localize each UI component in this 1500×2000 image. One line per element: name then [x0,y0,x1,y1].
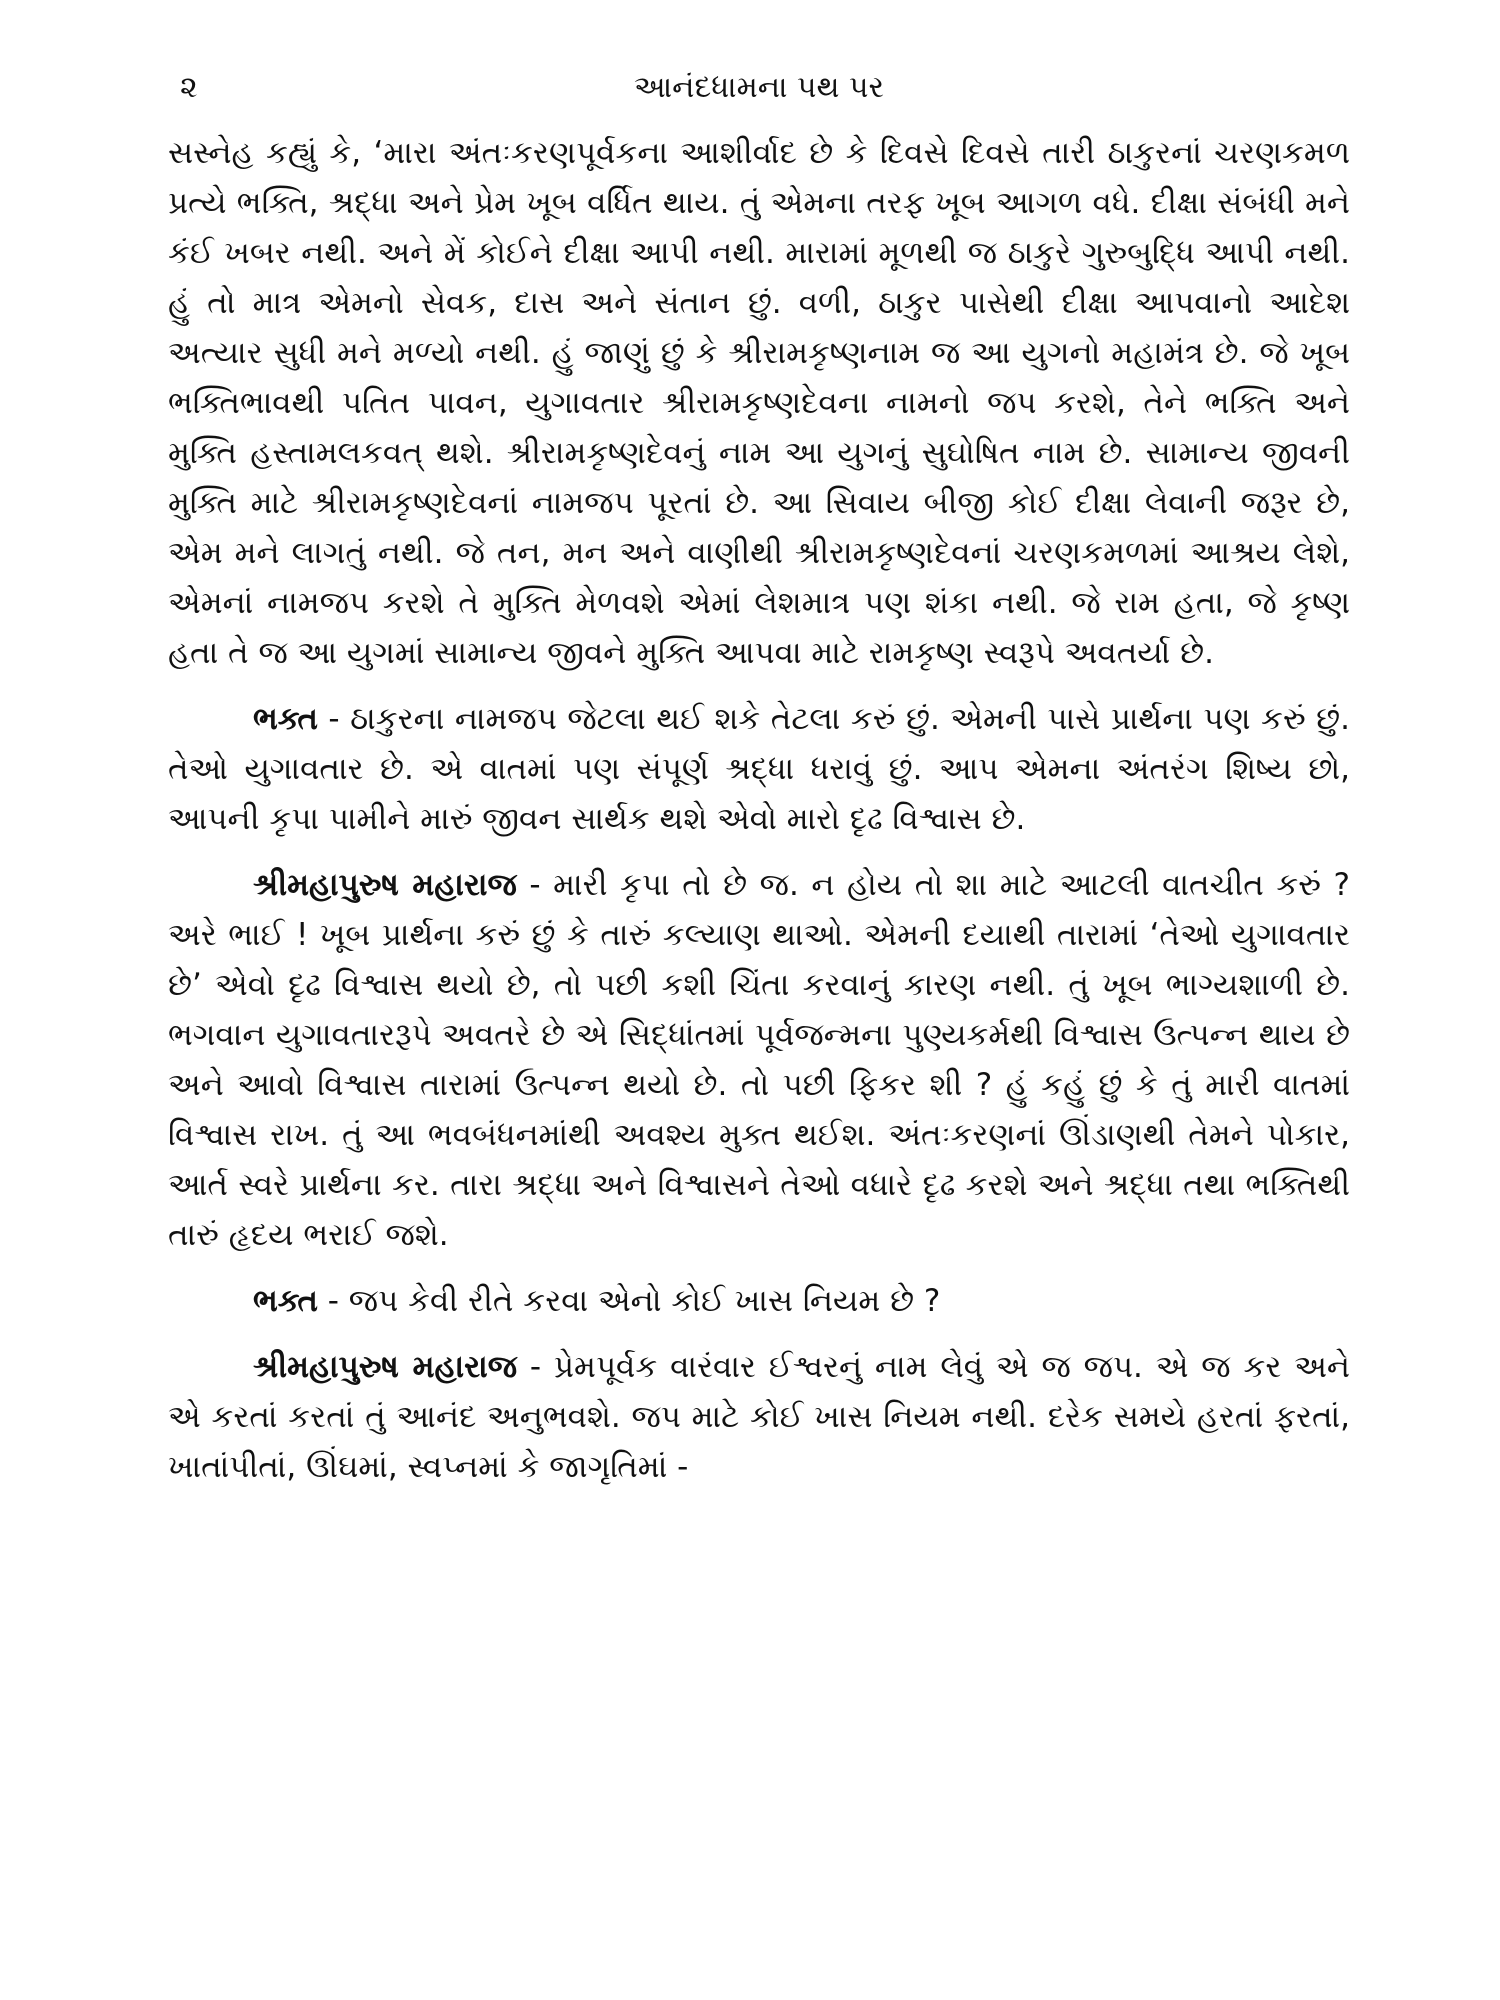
paragraph-text: - જપ કેવી રીતે કરવા એનો કોઈ ખાસ નિયમ છે ? [317,1283,941,1319]
paragraph-text: - ઠાકુરના નામજપ જેટલા થઈ શકે તેટલા કરું છું. એમની પાસે પ્રાર્થના પણ કરું છું. તેઓ યુગાવતાર છે. એ વાતમાં પણ સંપૂર્ણ શ્રદ્ધા ધરાવું છું. આપ એમના અંતરંગ શિષ્ય છો, આપની કૃપા પામીને મારું જીવન સાર્થક થશે એવો મારો દૃઢ વિશ્વાસ છે. [168,701,1350,837]
page-body [168,128,1350,1492]
speaker-label: શ્રીમહાપુરુષ મહારાજ [253,867,517,903]
page-number: ૨ [180,70,198,105]
paragraph-text: - પ્રેમપૂર્વક વારંવાર ઈશ્વરનું નામ લેવું એ જ જપ. એ જ કર અને એ કરતાં કરતાં તું આનંદ અનુભવશે. જપ માટે કોઈ ખાસ નિયમ નથી. દરેક સમયે હરતાં ફરતાં, ખાતાંપીતાં, ઊંઘમાં, સ્વપ્નમાં કે જાગૃતિમાં - [168,1349,1350,1485]
speaker-label: ભક્ત [253,701,318,737]
paragraph-3 [168,860,1350,1260]
paragraph-text: સસ્નેહ કહ્યું કે, ‘મારા અંતઃકરણપૂર્વકના આશીર્વાદ છે કે દિવસે દિવસે તારી ઠાકુરનાં ચરણકમળ પ્રત્યે ભક્તિ, શ્રદ્ધા અને પ્રેમ ખૂબ વર્ધિત થાય. તું એમના તરફ ખૂબ આગળ વધે. દીક્ષા સંબંધી મને કંઈ ખબર નથી. અને મેં કોઈને દીક્ષા આપી નથી. મારામાં મૂળથી જ ઠાકુરે ગુરુબુદ્ધિ આપી નથી. હું તો માત્ર એમનો સેવક, દાસ અને સંતાન છું. વળી, ઠાકુર પાસેથી દીક્ષા આપવાનો આદેશ અત્યાર સુધી મને મળ્યો નથી. હું જાણું છું કે શ્રીરામકૃષ્ણનામ જ આ યુગનો મહામંત્ર છે. જે ખૂબ ભક્તિભાવથી પતિત પાવન, યુગાવતાર શ્રીરામકૃષ્ણદેવના નામનો જપ કરશે, તેને ભક્તિ અને મુક્તિ હસ્તામલકવત્ થશે. શ્રીરામકૃષ્ણદેવનું નામ આ યુગનું સુઘોષિત નામ છે. સામાન્ય જીવની મુક્તિ માટે શ્રીરામકૃષ્ણદેવનાં નામજપ પૂરતાં છે. આ સિવાય બીજી કોઈ દીક્ષા લેવાની જરૂર છે, એમ મને લાગતું નથી. જે તન, મન અને વાણીથી શ્રીરામકૃષ્ણદેવનાં ચરણકમળમાં આશ્રય લેશે, એમનાં નામજપ કરશે તે મુક્તિ મેળવશે એમાં લેશમાત્ર પણ શંકા નથી. જે રામ હતા, જે કૃષ્ણ હતા તે જ આ યુગમાં સામાન્ય જીવને મુક્તિ આપવા માટે રામકૃષ્ણ સ્વરૂપે અવતર્યા છે. [168,135,1350,671]
paragraph-text: - મારી કૃપા તો છે જ. ન હોય તો શા માટે આટલી વાતચીત કરું ? અરે ભાઈ ! ખૂબ પ્રાર્થના કરું છું કે તારું કલ્યાણ થાઓ. એમની દયાથી તારામાં ‘તેઓ યુગાવતાર છે’ એવો દૃઢ વિશ્વાસ થયો છે, તો પછી કશી ચિંતા કરવાનું કારણ નથી. તું ખૂબ ભાગ્યશાળી છે. ભગવાન યુગાવતારરૂપે અવતરે છે એ સિદ્ધાંતમાં પૂર્વજન્મના પુણ્યકર્મથી વિશ્વાસ ઉત્પન્ન થાય છે અને આવો વિશ્વાસ તારામાં ઉત્પન્ન થયો છે. તો પછી ફિકર શી ? હું કહું છું કે તું મારી વાતમાં વિશ્વાસ રાખ. તું આ ભવબંધનમાંથી અવશ્ય મુક્ત થઈશ. અંતઃકરણનાં ઊંડાણથી તેમને પોકાર, આર્ત સ્વરે પ્રાર્થના કર. તારા શ્રદ્ધા અને વિશ્વાસને તેઓ વધારે દૃઢ કરશે અને શ્રદ્ધા તથા ભક્તિથી તારું હૃદય ભરાઈ જશે. [168,867,1350,1253]
speaker-label: ભક્ત [253,1283,318,1319]
paragraph-2 [168,694,1350,844]
paragraph-1 [168,128,1350,678]
paragraph-5 [168,1342,1350,1492]
speaker-label: શ્રીમહાપુરુષ મહારાજ [253,1349,518,1385]
running-title: આનંદધામના પથ પર [633,70,885,105]
page-header [168,58,1350,118]
paragraph-4 [168,1276,1350,1326]
